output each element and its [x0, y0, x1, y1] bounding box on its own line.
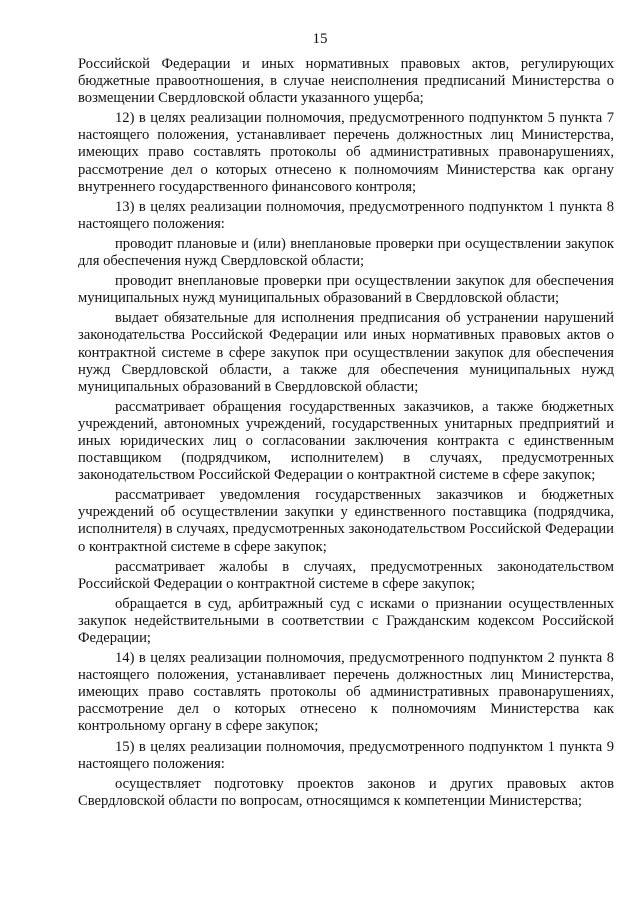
- paragraph-mandatory-orders: выдает обязательные для исполнения предписания об устранении нарушений законодательства Российской Федерации или иных нормативных правовых актов о контрактной системе в сфере закупок при осуществлении закупок для обеспечения нужд Свердловской области, а также для обеспечения муниципальных нужд муниципальных образований в Свердловской области;: [78, 310, 614, 395]
- paragraph-item-12: 12) в целях реализации полномочия, предусмотренного подпунктом 5 пункта 7 настоящего положения, устанавливает перечень должностных лиц Министерства, имеющих право составлять протоколы об административных правонарушениях, рассмотрение дел о которых отнесено к полномочиям Министерства как органу внутреннего государственного финансового контроля;: [78, 110, 614, 195]
- page-number: 15: [312, 31, 328, 47]
- document-body: [78, 56, 614, 810]
- paragraph-single-supplier-notices: рассматривает уведомления государственных заказчиков и бюджетных учреждений об осуществлении закупки у единственного поставщика (подрядчика, исполнителя) в случаях, предусмотренных законодательством Российской Федерации о контрактной системе в сфере закупок;: [78, 487, 614, 555]
- paragraph-item-14: 14) в целях реализации полномочия, предусмотренного подпунктом 2 пункта 8 настоящего положения, устанавливает перечень должностных лиц Министерства, имеющих право составлять протоколы об административных правонарушениях, рассмотрение дел о которых отнесено к полномочиям Министерства как контрольному органу в сфере закупок;: [78, 650, 614, 735]
- paragraph-scheduled-inspections: проводит плановые и (или) внеплановые проверки при осуществлении закупок для обеспечения нужд Свердловской области;: [78, 235, 614, 270]
- paragraph-item-13: 13) в целях реализации полномочия, предусмотренного подпунктом 1 пункта 8 настоящего положения:: [78, 198, 614, 232]
- paragraph-court-claims: обращается в суд, арбитражный суд с исками о признании осуществленных закупок недействительными в соответствии с Гражданским кодексом Российской Федерации;: [78, 595, 614, 646]
- paragraph-unscheduled-inspections: проводит внеплановые проверки при осуществлении закупок для обеспечения муниципальных нужд муниципальных образований в Свердловской области;: [78, 273, 614, 307]
- paragraph-customer-appeals: рассматривает обращения государственных заказчиков, а также бюджетных учреждений, автономных учреждений, государственных унитарных предприятий и иных юридических лиц о согласовании заключения контракта с единственным поставщиком (подрядчиком, исполнителем) в случаях, предусмотренных законодательством Российской Федерации о контрактной системе в сфере закупок;: [78, 398, 614, 484]
- paragraph-continuation: Российской Федерации и иных нормативных правовых актов, регулирующих бюджетные правоотношения, в случае неисполнения предписаний Министерства о возмещении Свердловской области указанного ущерба;: [78, 56, 614, 107]
- paragraph-item-15: 15) в целях реализации полномочия, предусмотренного подпунктом 1 пункта 9 настоящего положения:: [78, 738, 614, 772]
- paragraph-draft-laws: осуществляет подготовку проектов законов и других правовых актов Свердловской области по вопросам, относящимся к компетенции Министерства;: [78, 775, 614, 809]
- paragraph-complaints: рассматривает жалобы в случаях, предусмотренных законодательством Российской Федерации о контрактной системе в сфере закупок;: [78, 558, 614, 592]
